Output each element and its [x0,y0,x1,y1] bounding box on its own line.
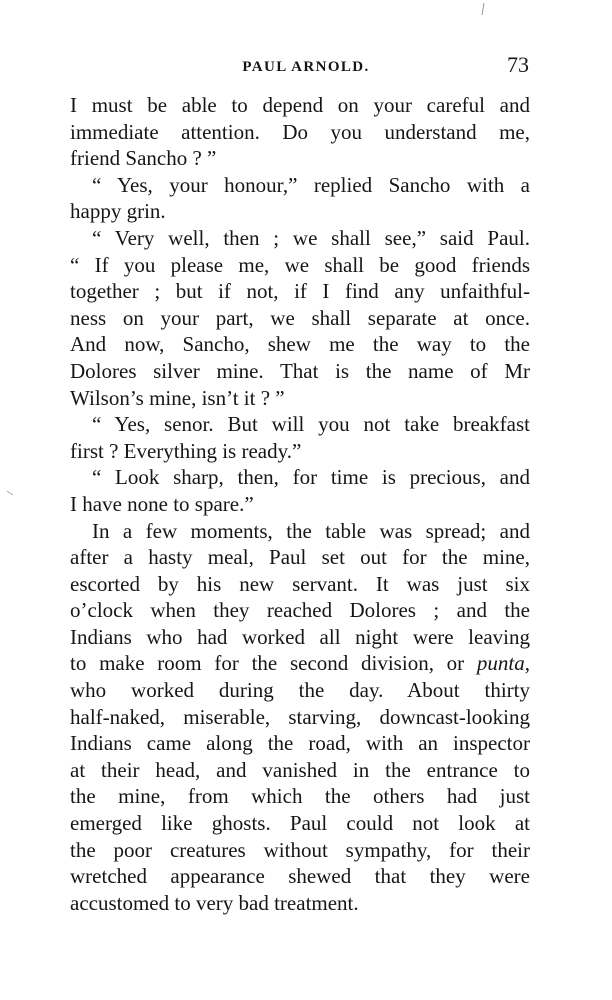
margin-tick [7,491,13,495]
text-line: I must be able to depend on your careful and [70,93,530,117]
text-line: who worked during the day. About thirty [70,678,530,703]
body-text [70,92,530,916]
text-line: “ Yes, your honour,” replied Sancho with a [92,172,530,197]
text-line: “ Look sharp, then, for time is precious, and [92,465,530,490]
text-line: I have none to spare.” [70,491,254,516]
text-line: “ Yes, senor. But will you not take breakfast [92,412,530,437]
text-line: Indians came along the road, with an inspector [70,731,530,756]
text-line: first ? Everything is ready.” [70,438,302,463]
text-line: immediate attention. Do you understand me, [70,119,530,144]
text-line: at their head, and vanished in the entrance to [70,757,530,782]
text-line: “ If you please me, we shall be good friends [70,252,530,277]
text-line: happy grin. [70,199,166,224]
text-line: “ Very well, then ; we shall see,” said Paul. [92,225,530,250]
text-line: Dolores silver mine. That is the name of Mr [70,358,530,383]
text-line: Wilson’s mine, isn’t it ? ” [70,385,285,410]
running-head [69,50,529,80]
text-line: after a hasty meal, Paul set out for the mine, [70,545,530,570]
text-line: the poor creatures without sympathy, for their [70,837,530,862]
corner-speck [482,3,484,15]
text-line: wretched appearance shewed that they were [70,864,530,889]
text-line: And now, Sancho, shew me the way to the [70,332,530,357]
text-line: Indians who had worked all night were leaving [70,624,530,649]
page-number: 73 [507,52,529,77]
text-line [70,650,530,677]
text-line-end: , [524,651,530,676]
text-line: accustomed to very bad treatment. [70,890,359,915]
italic-word: punta [476,651,525,676]
text-line: the mine, from which the others had just [70,784,530,809]
text-line: In a few moments, the table was spread; and [92,518,530,543]
text-line: friend Sancho ? ” [70,146,217,171]
running-title: PAUL ARNOLD. [242,59,370,75]
text-line: ness on your part, we shall separate at once. [70,305,530,330]
text-line: escorted by his new servant. It was just six [70,571,530,596]
text-line: together ; but if not, if I find any unfaithful- [70,279,530,304]
text-line: half-naked, miserable, starving, downcast-looking [70,704,530,729]
text-line: emerged like ghosts. Paul could not look at [70,811,530,836]
text-line-start: to make room for the second division, or [70,651,477,676]
text-line: o’clock when they reached Dolores ; and the [70,598,530,623]
